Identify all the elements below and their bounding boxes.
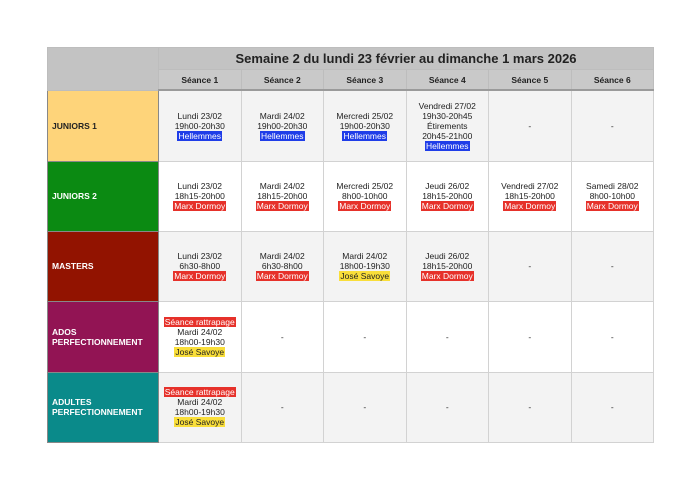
location-badge: José Savoye [340,271,390,281]
empty-cell: - [406,301,489,372]
session-cell [406,231,489,301]
session-date: Lundi 23/02 [177,251,222,261]
session-time: 19h30-20h45 [422,110,473,121]
session-time: 18h15-20h00 [257,191,308,201]
session-date: Lundi 23/02 [177,110,222,121]
empty-cell: - [489,301,572,372]
table-row-juniors-2 [48,161,654,231]
location-badge: Marx Dormoy [174,271,226,281]
session-cell [571,161,654,231]
session-date: Lundi 23/02 [177,181,222,191]
empty-cell: - [406,372,489,442]
column-header: Séance 2 [241,70,324,91]
session-time: 18h15-20h00 [422,191,473,201]
location-badge: Hellemmes [343,130,386,141]
location-badge: Marx Dormoy [339,201,391,211]
location-badge: Hellemmes [178,130,221,141]
session-cell [159,301,242,372]
session-time: 19h00-20h30 [174,120,225,131]
session-cell [241,231,324,301]
session-date: Mardi 24/02 [259,251,305,261]
location-badge: José Savoye [175,417,225,427]
session-cell [159,231,242,301]
schedule-table [47,47,654,443]
session-date: Mardi 24/02 [177,397,223,407]
group-label: MASTERS [48,231,159,301]
empty-cell: - [571,301,654,372]
session-time: 18h15-20h00 [504,191,555,201]
session-time: 18h15-20h00 [174,191,225,201]
location-badge: Marx Dormoy [256,201,308,211]
location-badge: Hellemmes [425,140,469,151]
column-header: Séance 3 [324,70,407,91]
session-date: Mardi 24/02 [177,326,223,337]
session-cell [489,161,572,231]
session-note: Étirements [426,120,468,131]
empty-cell: - [489,231,572,301]
session-time: 20h45-21h00 [422,130,473,141]
makeup-session-badge: Séance rattrapage [164,316,235,327]
session-time: 19h00-20h30 [339,120,390,131]
empty-cell: - [571,231,654,301]
group-label: ADULTES PERFECTIONNEMENT [48,372,159,442]
column-header: Séance 6 [571,70,654,91]
column-header: Séance 5 [489,70,572,91]
session-time: 19h00-20h30 [257,120,308,131]
table-row-adultes-perfectionnement [48,372,654,442]
location-badge: Marx Dormoy [421,201,473,211]
group-label: JUNIORS 1 [48,90,159,161]
table-row-ados-perfectionnement [48,301,654,372]
session-date: Mardi 24/02 [259,110,305,121]
session-time: 18h00-19h30 [339,261,390,271]
session-date: Mardi 24/02 [259,181,305,191]
empty-cell: - [489,372,572,442]
group-label: ADOS PERFECTIONNEMENT [48,301,159,372]
column-header: Séance 1 [159,70,242,91]
column-header: Séance 4 [406,70,489,91]
location-badge: José Savoye [175,346,225,357]
session-cell [406,161,489,231]
empty-cell: - [489,90,572,161]
table-row-masters [48,231,654,301]
week-title: Semaine 2 du lundi 23 février au dimanche 1 mars 2026 [159,48,654,70]
session-time: 6h30-8h00 [179,261,221,271]
session-date: Mercredi 25/02 [336,181,394,191]
session-date: Jeudi 26/02 [425,181,470,191]
session-cell [159,90,242,161]
session-time: 18h00-19h30 [174,407,225,417]
location-badge: Hellemmes [260,130,304,141]
empty-cell: - [241,372,324,442]
location-badge: Marx Dormoy [586,201,638,211]
table-row-juniors-1 [48,90,654,161]
session-cell [241,161,324,231]
session-date: Samedi 28/02 [586,181,639,191]
session-cell [241,90,324,161]
session-time: 18h00-19h30 [174,336,225,347]
session-time: 18h15-20h00 [422,261,473,271]
session-cell [324,231,407,301]
session-date: Mardi 24/02 [342,251,388,261]
session-cell [324,161,407,231]
location-badge: Marx Dormoy [256,271,308,281]
session-time: 6h30-8h00 [261,261,303,271]
location-badge: Marx Dormoy [504,201,556,211]
session-cell [324,90,407,161]
empty-cell: - [241,301,324,372]
session-date: Vendredi 27/02 [501,181,559,191]
group-label: JUNIORS 2 [48,161,159,231]
empty-cell: - [571,372,654,442]
session-date: Vendredi 27/02 [418,100,476,111]
session-cell [159,161,242,231]
location-badge: Marx Dormoy [174,201,226,211]
makeup-session-badge: Séance rattrapage [164,387,235,397]
corner-cell [48,48,159,91]
session-date: Jeudi 26/02 [425,251,470,261]
session-time: 8h00-10h00 [589,191,635,201]
session-cell [406,90,489,161]
empty-cell: - [571,90,654,161]
empty-cell: - [324,301,407,372]
session-date: Mercredi 25/02 [336,110,394,121]
location-badge: Marx Dormoy [421,271,473,281]
session-cell [159,372,242,442]
empty-cell: - [324,372,407,442]
session-time: 8h00-10h00 [342,191,388,201]
